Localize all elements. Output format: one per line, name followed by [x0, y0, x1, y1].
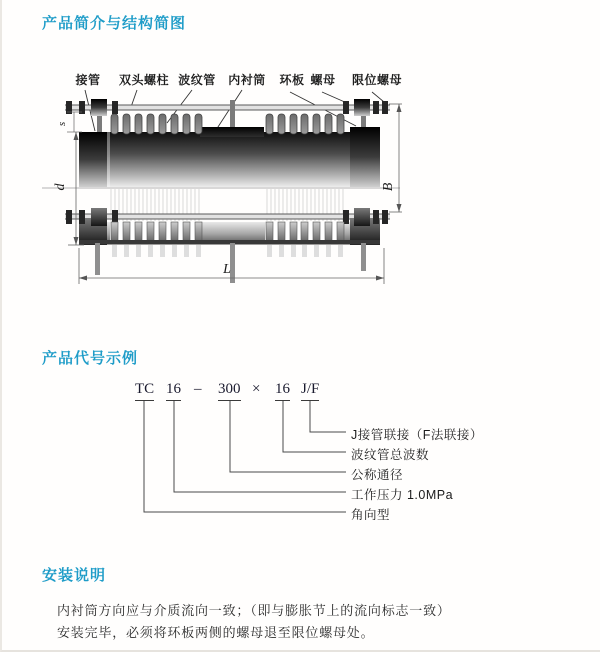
label-ring-plate: 环板 [279, 73, 305, 87]
shell-bottom-edge [79, 240, 380, 245]
callout-connection: J接管联接（F法联接） [351, 428, 483, 442]
dim-label-B: B [381, 182, 396, 192]
section-title-install: 安装说明 [42, 567, 107, 584]
install-instruction-line: 安装完毕，必须将环板两侧的螺母退至限位螺母处。 [57, 625, 375, 640]
sub-fins [112, 245, 343, 257]
label-nut: 螺母 [310, 73, 336, 87]
pin-left [95, 243, 100, 275]
pin-right [361, 243, 366, 271]
pipe-end-left [79, 132, 107, 187]
dim-d-arrow-top [74, 132, 79, 140]
label-stud: 双头螺柱 [118, 73, 170, 87]
label-pipe-end: 接管 [75, 73, 101, 87]
callout-wave-count: 波纹管总波数 [351, 448, 430, 462]
code-segment-times: × [252, 381, 261, 397]
code-segment-dash: – [194, 381, 202, 397]
ring-plate-right [350, 127, 380, 187]
shell-gap [107, 132, 110, 187]
dim-label-L: L [223, 262, 231, 277]
dim-B-arrow-top [397, 104, 402, 112]
dim-L-arrow-right [376, 276, 384, 281]
section-title-code: 产品代号示例 [42, 350, 139, 367]
label-liner: 内衬筒 [228, 73, 266, 87]
code-segment-connection: J/F [301, 381, 319, 401]
structure-diagram [2, 60, 462, 315]
code-segment-pressure: 16 [166, 381, 181, 401]
section-title-intro: 产品简介与结构简图 [42, 15, 187, 32]
part-labels [74, 72, 402, 87]
dim-L-arrow-left [79, 276, 87, 281]
callout-working-pressure: 工作压力 1.0MPa [351, 488, 454, 502]
code-segment-waves: 16 [275, 381, 290, 401]
callout-nominal-diameter: 公称通径 [351, 468, 404, 482]
code-callout-lines [2, 398, 600, 523]
label-bellows: 波纹管 [178, 73, 216, 87]
callout-angular-type: 角向型 [351, 508, 391, 522]
dim-B-arrow-bottom [397, 204, 402, 212]
code-segment-type: TC [135, 381, 154, 401]
liner-collar [200, 127, 264, 137]
dim-B [389, 104, 402, 212]
code-segment-diameter: 300 [218, 381, 241, 401]
dim-d-arrow-bottom [74, 237, 79, 245]
dim-label-s: s [56, 121, 68, 127]
label-limit-nut: 限位螺母 [351, 73, 403, 87]
dim-label-d: d [53, 183, 68, 191]
install-instruction-line: 内衬筒方向应与介质流向一致；（即与膨胀节上的流向标志一致） [57, 603, 451, 618]
dim-s [67, 112, 82, 132]
shell-upper [79, 132, 380, 187]
